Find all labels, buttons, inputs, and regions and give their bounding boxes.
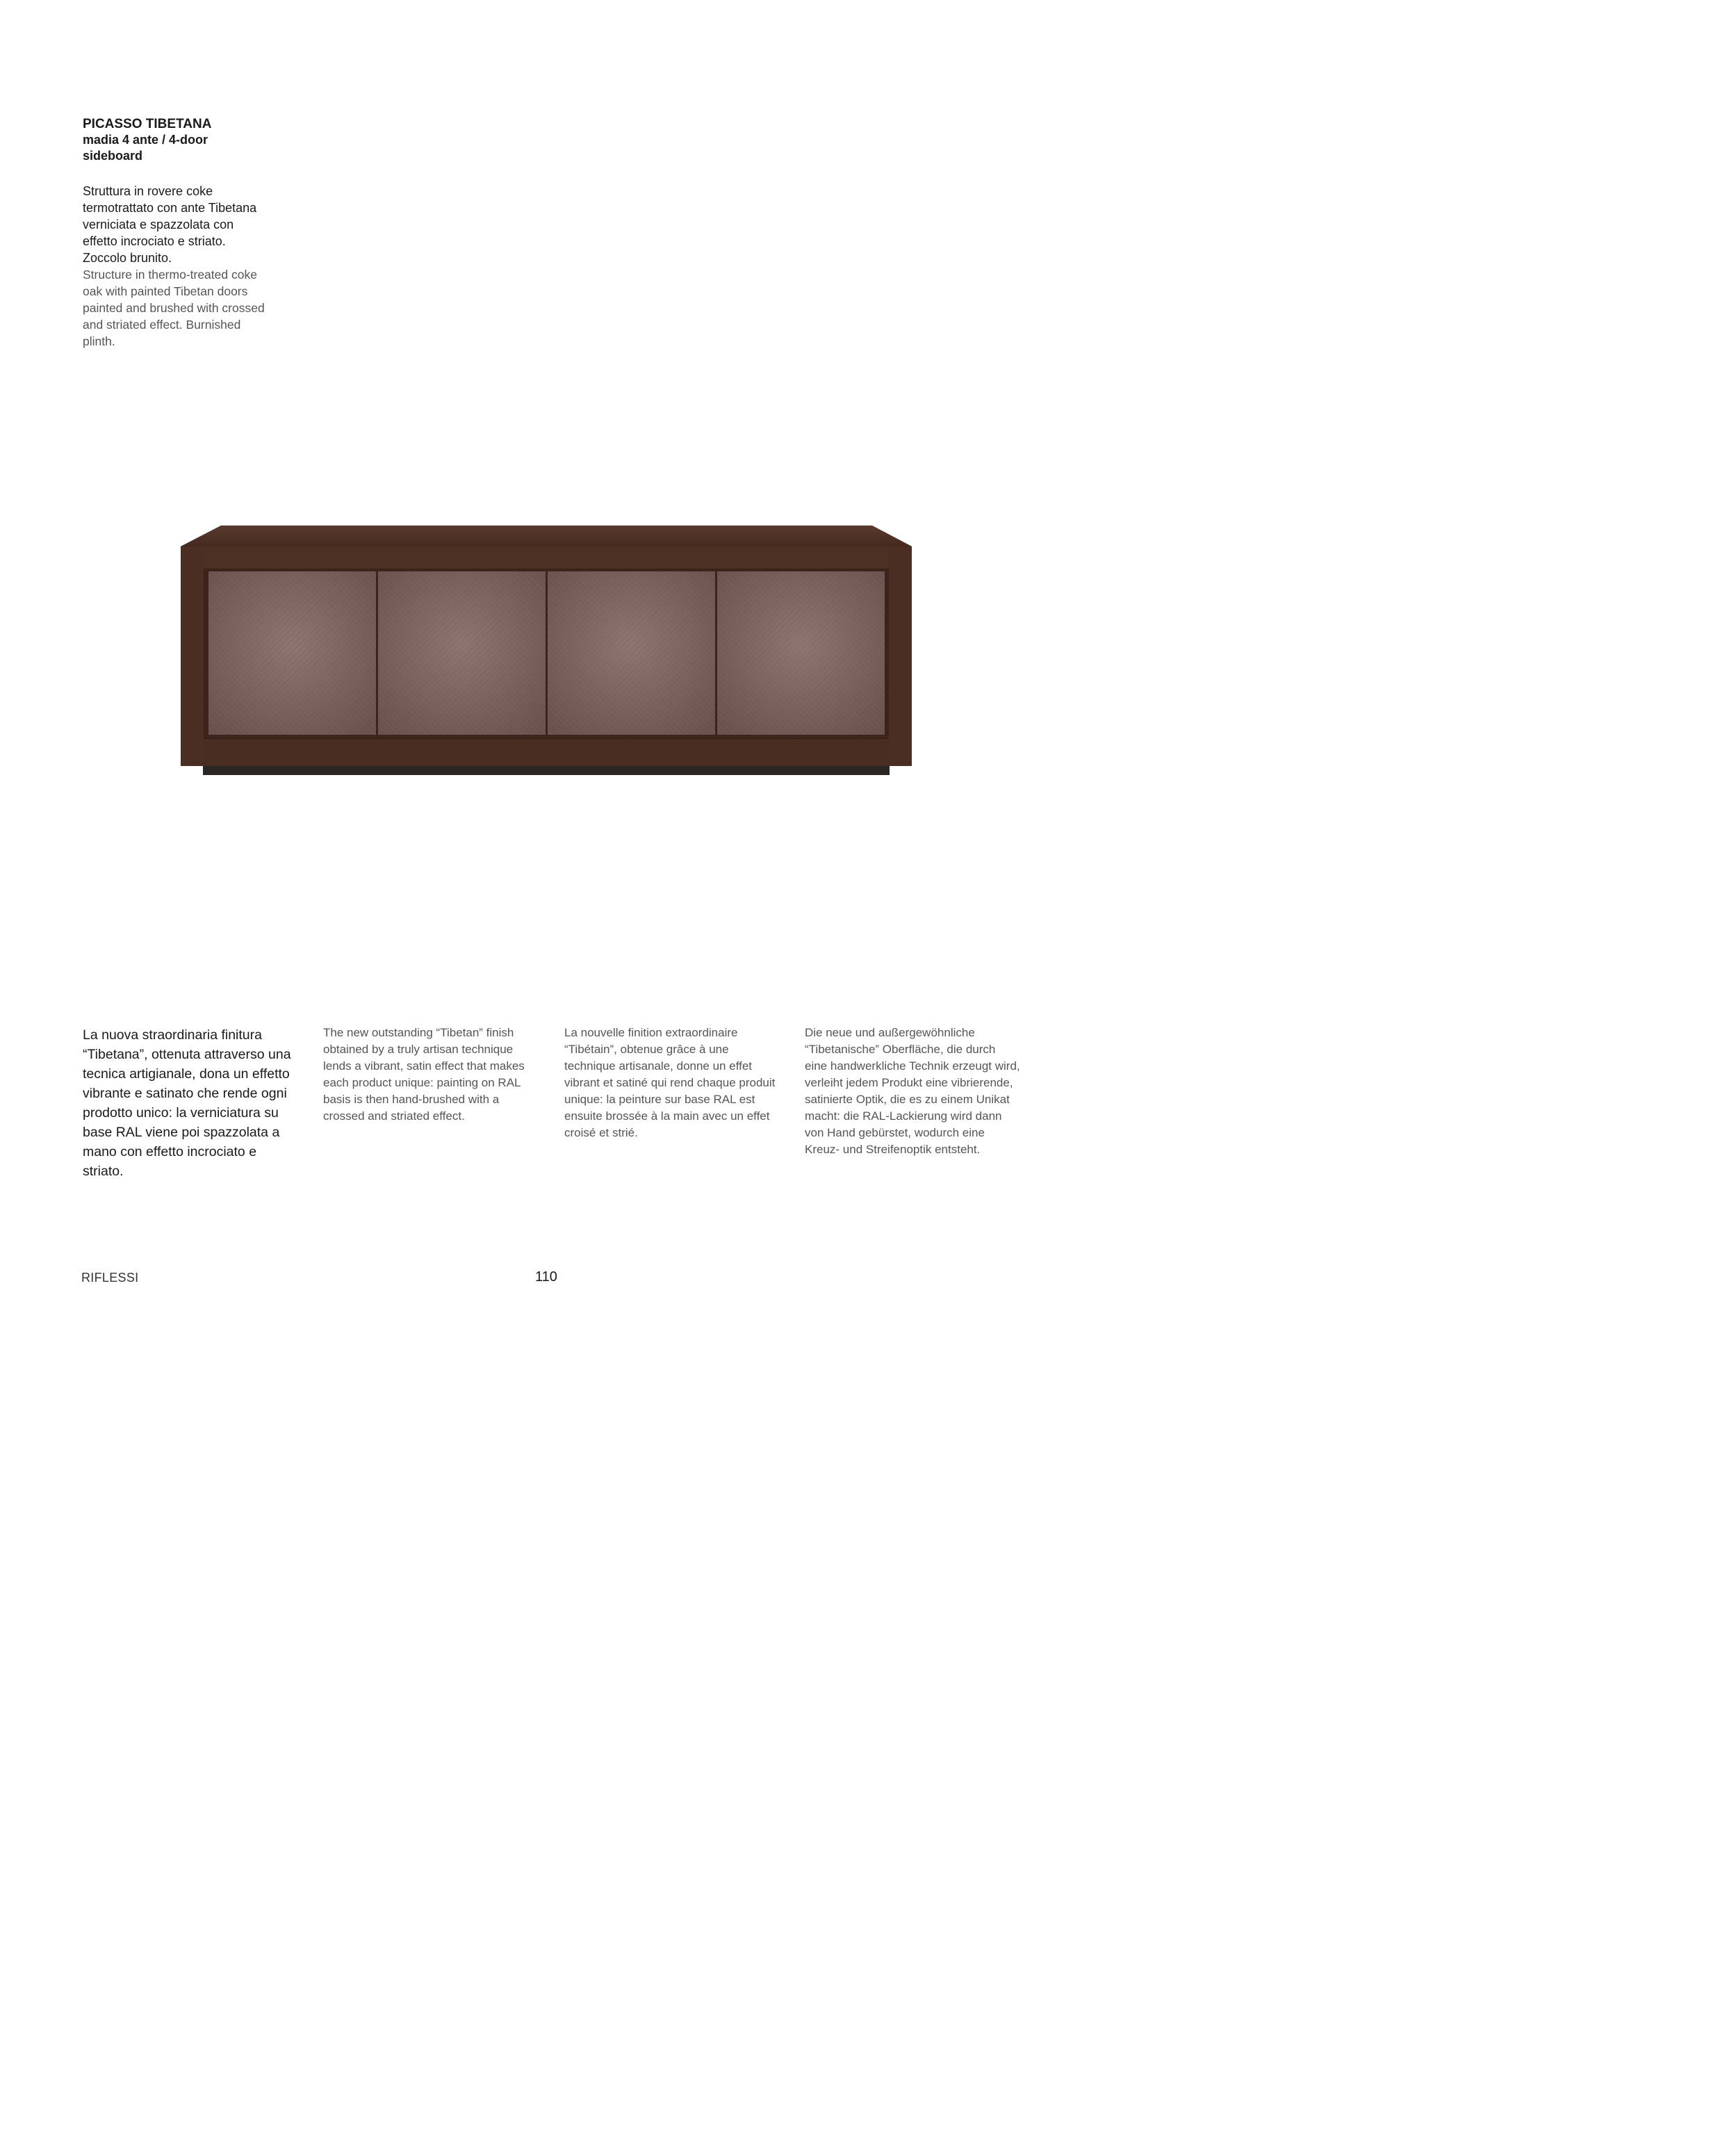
body-text-it: La nuova straordinaria finitura “Tibetana”, ottenuta attraverso una tecnica artigianale, dona un effetto vibrante e satinato che rende ogni prodotto unico: la verniciatura su base RAL viene poi spazzolata a mano con effetto incrociato e striato.: [83, 1027, 291, 1179]
sideboard-door: [717, 571, 885, 735]
body-text-en: The new outstanding “Tibetan” finish obtained by a truly artisan technique lends a vibrant, satin effect that makes each product unique: painting on RAL basis is then hand-brushed with a crossed and striated effect.: [323, 1026, 525, 1123]
footer-brand: RIFLESSI: [81, 1271, 139, 1285]
product-header: [83, 116, 263, 164]
product-title: PICASSO TIBETANA: [83, 117, 212, 131]
product-description-en: Structure in thermo-treated coke oak with painted Tibetan doors painted and brushed with crossed and striated effect. Burnished plinth.: [83, 268, 265, 348]
sideboard-top: [181, 526, 912, 546]
sideboard-door: [548, 571, 715, 735]
page-number: 110: [535, 1269, 557, 1285]
body-text-de: Die neue und außergewöhnliche “Tibetanische” Oberfläche, die durch eine handwerkliche Technik erzeugt wird, verleiht jedem Produkt eine vibrierende, satinierte Optik, die es zu einem Unikat macht: die RAL-Lackierung wird dann von Hand gebürstet, wodurch eine Kreuz- und Streifenoptik entsteht.: [805, 1026, 1020, 1156]
sideboard-frame: [181, 546, 912, 766]
body-text-fr: La nouvelle finition extraordinaire “Tibétain”, obtenue grâce à une technique artisanale, donne un effet vibrant et satiné qui rend chaque produit unique: la peinture sur base RAL est ensuite brossée à la main avec un effet croisé et strié.: [564, 1026, 776, 1139]
product-description-it: Struttura in rovere coke termotrattato con ante Tibetana verniciata e spazzolata con effetto incrociato e striato. Zoccolo brunito.: [83, 184, 257, 265]
product-description: [83, 183, 267, 350]
product-subtitle: madia 4 ante / 4-door sideboard: [83, 133, 208, 163]
sideboard-door: [378, 571, 546, 735]
sideboard-plinth: [203, 766, 890, 775]
sideboard-door: [208, 571, 376, 735]
